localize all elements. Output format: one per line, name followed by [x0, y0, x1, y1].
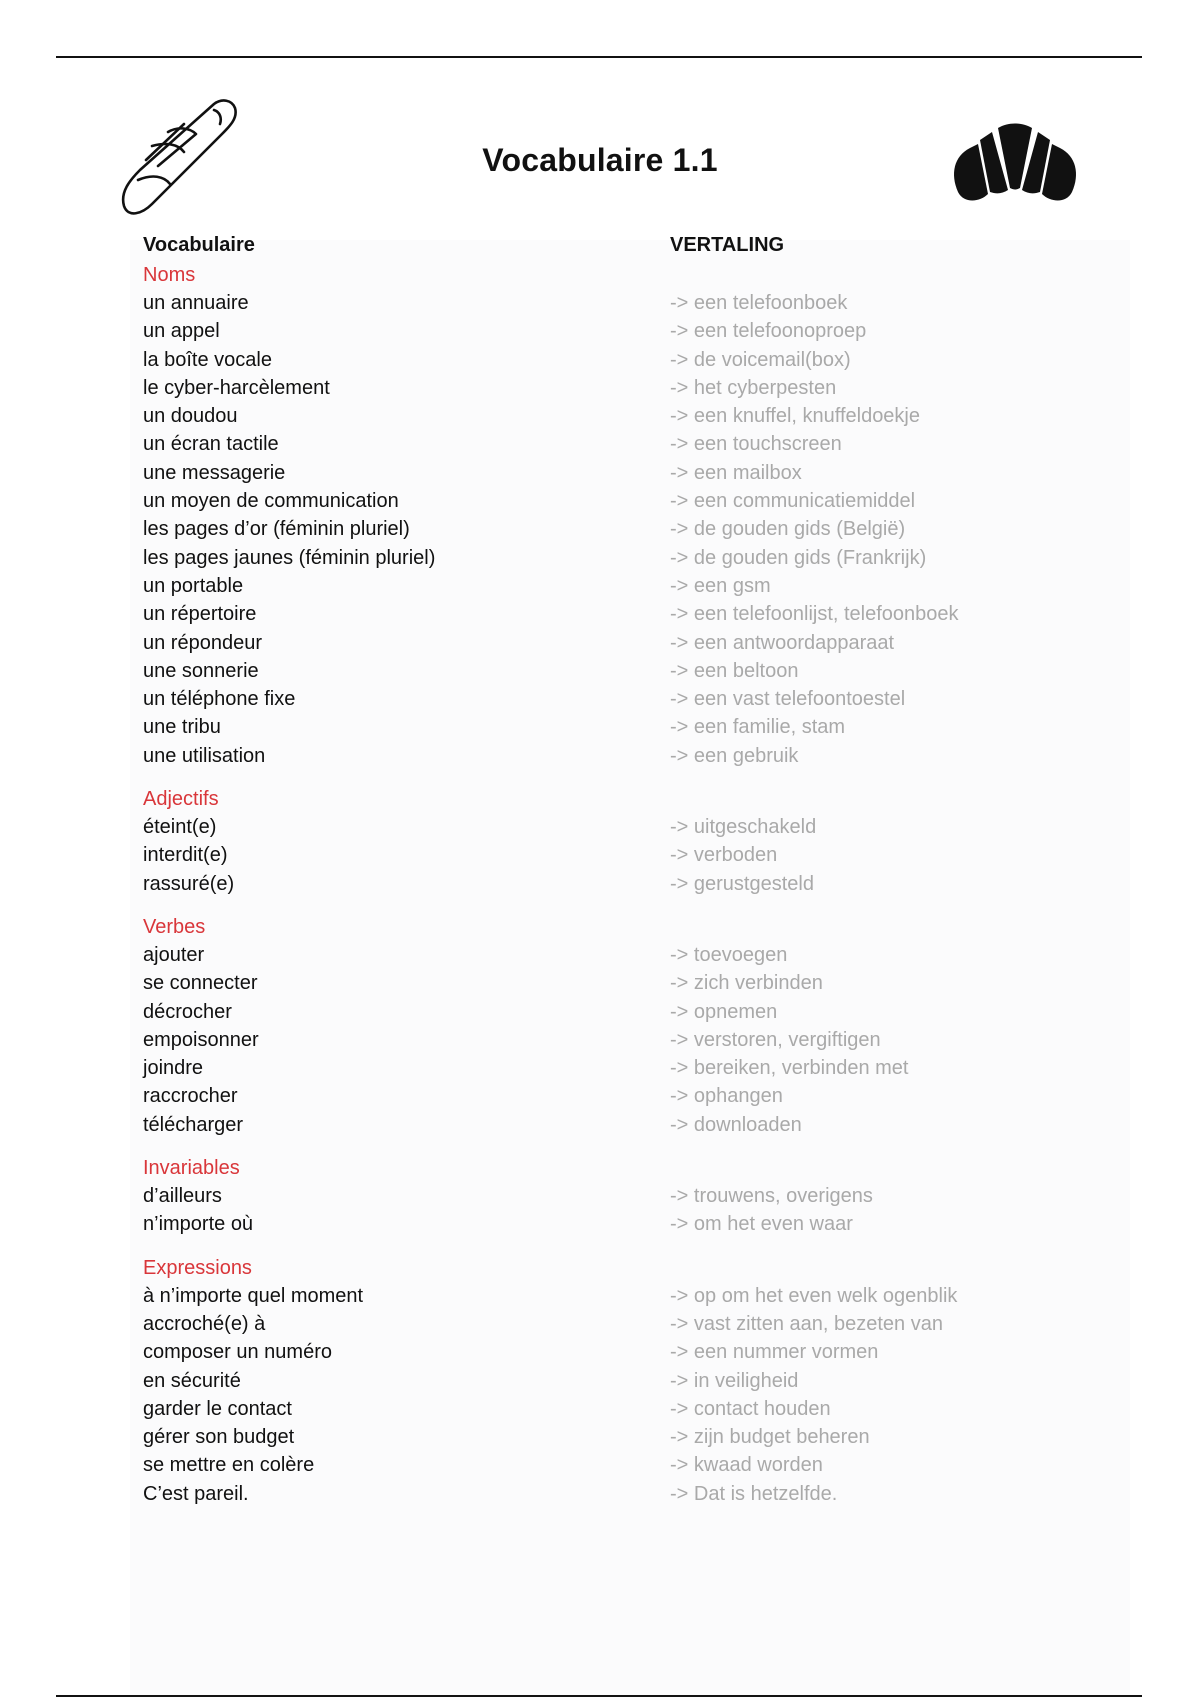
french-term: ajouter: [143, 943, 205, 966]
section-noms: [143, 262, 1143, 770]
dutch-translation: -> de gouden gids (België): [670, 518, 906, 541]
section-title: Noms: [143, 264, 196, 286]
vocab-row: [143, 1395, 1143, 1423]
french-term: un téléphone fixe: [143, 688, 296, 711]
vocab-row: [143, 1423, 1143, 1451]
french-term: gérer son budget: [143, 1426, 295, 1449]
vocab-row: [143, 374, 1143, 402]
vocab-row: [143, 713, 1143, 741]
dutch-translation: -> een telefoonlijst, telefoonboek: [670, 603, 959, 626]
dutch-translation: -> bereiken, verbinden met: [670, 1057, 909, 1080]
vocab-row: [143, 402, 1143, 430]
french-term: une tribu: [143, 716, 221, 739]
french-term: télécharger: [143, 1113, 244, 1136]
vocab-row: [143, 515, 1143, 543]
dutch-translation: -> een beltoon: [670, 659, 799, 682]
vocab-row: [143, 487, 1143, 515]
dutch-translation: -> een gebruik: [670, 744, 799, 767]
dutch-translation: -> een telefoonoproep: [670, 320, 867, 343]
french-term: à n’importe quel moment: [143, 1284, 364, 1307]
vocab-row: [143, 1082, 1143, 1110]
vocab-row: [143, 1480, 1143, 1508]
vocab-row: [143, 1026, 1143, 1054]
dutch-translation: -> in veiligheid: [670, 1369, 799, 1392]
vocab-row: [143, 459, 1143, 487]
french-term: les pages d’or (féminin pluriel): [143, 518, 410, 541]
vocab-row: [143, 289, 1143, 317]
french-term: n’importe où: [143, 1213, 254, 1236]
column-headers: [143, 234, 1143, 262]
dutch-translation: -> gerustgesteld: [670, 872, 814, 895]
dutch-translation: -> Dat is hetzelfde.: [670, 1482, 838, 1505]
section-title: Expressions: [143, 1256, 252, 1279]
vocab-row: [143, 346, 1143, 374]
dutch-translation: -> zich verbinden: [670, 972, 823, 995]
dutch-translation: -> een communicatiemiddel: [670, 490, 916, 513]
vocab-row: [143, 969, 1143, 997]
dutch-translation: -> ophangen: [670, 1085, 783, 1108]
french-term: se connecter: [143, 972, 258, 995]
vocab-row: [143, 870, 1143, 898]
vocab-row: [143, 1310, 1143, 1338]
french-term: interdit(e): [143, 844, 228, 867]
french-term: d’ailleurs: [143, 1185, 222, 1208]
vocab-row: [143, 572, 1143, 600]
french-term: un moyen de communication: [143, 490, 399, 513]
vocab-row: [143, 1282, 1143, 1310]
french-term: le cyber-harcèlement: [143, 376, 330, 399]
section-title: Adjectifs: [143, 788, 219, 811]
dutch-translation: -> contact houden: [670, 1397, 831, 1420]
section-title: Invariables: [143, 1157, 240, 1180]
dutch-translation: -> een mailbox: [670, 461, 802, 484]
dutch-translation: -> toevoegen: [670, 943, 788, 966]
top-rule: [56, 56, 1142, 58]
french-term: un écran tactile: [143, 433, 279, 456]
vocab-row: [143, 657, 1143, 685]
vocab-row: [143, 1054, 1143, 1082]
dutch-translation: -> om het even waar: [670, 1213, 853, 1236]
vocab-row: [143, 1210, 1143, 1238]
vocab-row: [143, 742, 1143, 770]
dutch-translation: -> een antwoordapparaat: [670, 631, 895, 654]
french-term: rassuré(e): [143, 872, 235, 895]
french-term: accroché(e) à: [143, 1312, 266, 1335]
section-title: Verbes: [143, 915, 206, 938]
dutch-translation: -> een familie, stam: [670, 716, 846, 739]
french-term: décrocher: [143, 1000, 232, 1023]
section-expressions: [143, 1255, 1143, 1508]
section-adjectifs: [143, 786, 1143, 898]
french-term: un répertoire: [143, 603, 257, 626]
dutch-translation: -> een gsm: [670, 574, 771, 597]
dutch-translation: -> de gouden gids (Frankrijk): [670, 546, 927, 569]
dutch-translation: -> zijn budget beheren: [670, 1426, 870, 1449]
french-term: garder le contact: [143, 1397, 292, 1420]
french-term: une utilisation: [143, 744, 266, 767]
french-term: C’est pareil.: [143, 1482, 249, 1505]
dutch-translation: -> trouwens, overigens: [670, 1185, 873, 1208]
section-invariables: [143, 1155, 1143, 1239]
dutch-translation: -> een knuffel, knuffeldoekje: [670, 405, 920, 428]
french-term: une sonnerie: [143, 659, 259, 682]
dutch-translation: -> downloaden: [670, 1113, 802, 1136]
french-term: empoisonner: [143, 1028, 259, 1051]
header-vertaling: VERTALING: [670, 234, 785, 256]
vocab-row: [143, 941, 1143, 969]
french-term: un doudou: [143, 405, 238, 428]
french-term: un répondeur: [143, 631, 262, 654]
vocab-row: [143, 841, 1143, 869]
vocabulary-list: [143, 262, 1143, 1524]
vocab-row: [143, 813, 1143, 841]
dutch-translation: -> een telefoonboek: [670, 292, 848, 314]
dutch-translation: -> een vast telefoontoestel: [670, 688, 906, 711]
dutch-translation: -> het cyberpesten: [670, 376, 837, 399]
french-term: une messagerie: [143, 461, 286, 484]
french-term: se mettre en colère: [143, 1454, 315, 1477]
dutch-translation: -> verstoren, vergiftigen: [670, 1028, 881, 1051]
section-verbes: [143, 914, 1143, 1139]
dutch-translation: -> de voicemail(box): [670, 348, 851, 371]
vocab-row: [143, 1338, 1143, 1366]
french-term: les pages jaunes (féminin pluriel): [143, 546, 436, 569]
vocab-row: [143, 317, 1143, 345]
french-term: un annuaire: [143, 292, 249, 314]
vocab-row: [143, 430, 1143, 458]
french-term: raccrocher: [143, 1085, 238, 1108]
dutch-translation: -> uitgeschakeld: [670, 816, 817, 839]
header-vocabulaire: Vocabulaire: [143, 234, 255, 256]
french-term: éteint(e): [143, 816, 217, 839]
french-term: en sécurité: [143, 1369, 241, 1392]
bottom-rule: [56, 1695, 1142, 1697]
dutch-translation: -> een nummer vormen: [670, 1341, 879, 1364]
french-term: composer un numéro: [143, 1341, 332, 1364]
dutch-translation: -> verboden: [670, 844, 778, 867]
dutch-translation: -> opnemen: [670, 1000, 778, 1023]
french-term: joindre: [143, 1057, 204, 1080]
dutch-translation: -> een touchscreen: [670, 433, 842, 456]
vocab-row: [143, 544, 1143, 572]
dutch-translation: -> op om het even welk ogenblik: [670, 1284, 958, 1307]
french-term: la boîte vocale: [143, 348, 272, 371]
vocab-row: [143, 685, 1143, 713]
dutch-translation: -> kwaad worden: [670, 1454, 823, 1477]
vocab-row: [143, 629, 1143, 657]
vocab-row: [143, 1111, 1143, 1139]
french-term: un appel: [143, 320, 220, 343]
page-title: Vocabulaire 1.1: [482, 142, 718, 178]
dutch-translation: -> vast zitten aan, bezeten van: [670, 1312, 943, 1335]
vocab-row: [143, 998, 1143, 1026]
vocab-row: [143, 1451, 1143, 1479]
vocab-row: [143, 600, 1143, 628]
vocab-row: [143, 1182, 1143, 1210]
french-term: un portable: [143, 574, 244, 597]
vocab-row: [143, 1367, 1143, 1395]
